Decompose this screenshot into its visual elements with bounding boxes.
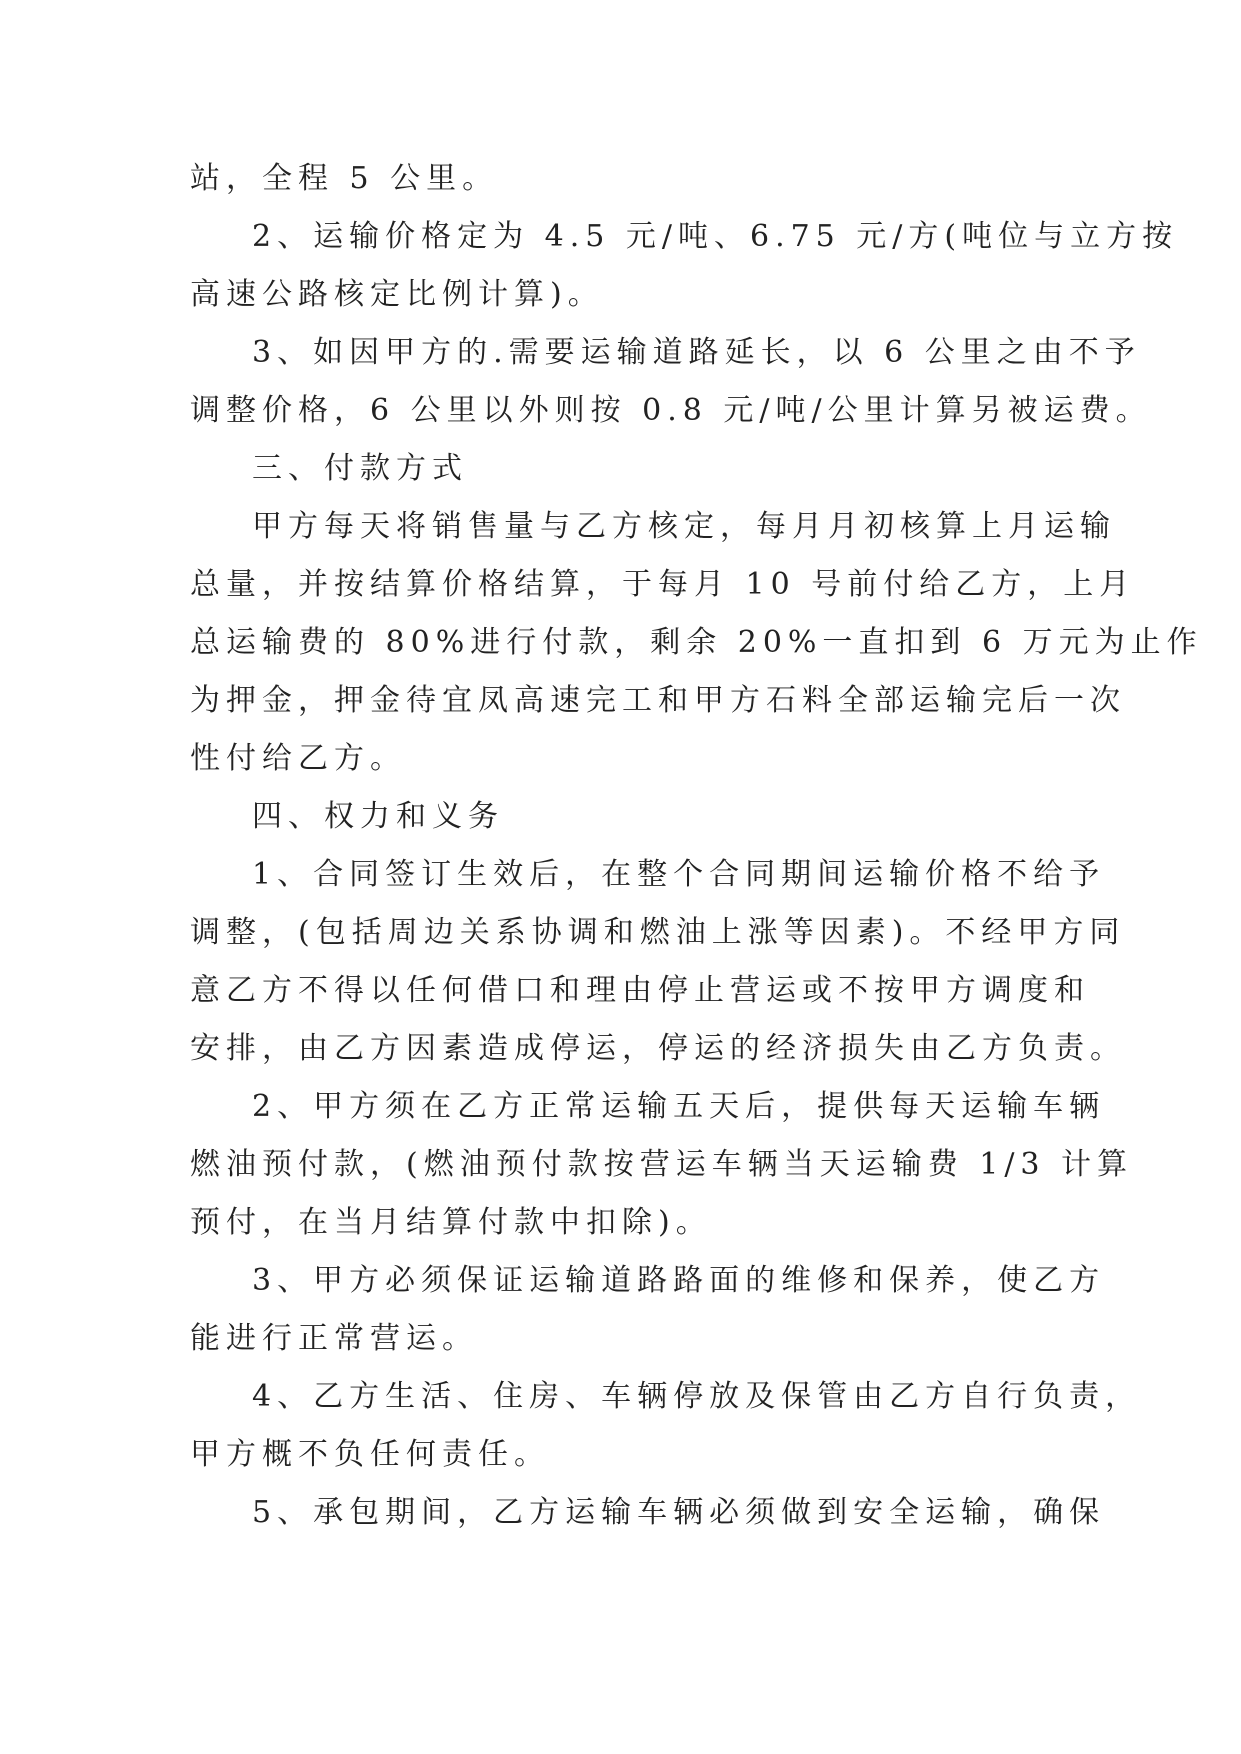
text-line: 5、承包期间，乙方运输车辆必须做到安全运输，确保	[252, 1495, 1106, 1530]
text-line: 2、运输价格定为 4.5 元/吨、6.75 元/方(吨位与立方按	[252, 219, 1179, 254]
text-line: 高速公路核定比例计算)。	[190, 277, 604, 312]
section-heading: 四、权力和义务	[252, 799, 504, 834]
text-line: 总运输费的 80%进行付款，剩余 20%一直扣到 6 万元为止作	[190, 625, 1203, 660]
text-line: 燃油预付款，(燃油预付款按营运车辆当天运输费 1/3 计算	[190, 1147, 1134, 1182]
text-line: 意乙方不得以任何借口和理由停止营运或不按甲方调度和	[190, 973, 1090, 1008]
text-line: 4、乙方生活、住房、车辆停放及保管由乙方自行负责，	[252, 1379, 1142, 1414]
text-line: 甲方每天将销售量与乙方核定，每月月初核算上月运输	[252, 509, 1116, 544]
contract-text	[190, 150, 1203, 1542]
text-line: 性付给乙方。	[190, 741, 406, 776]
text-line: 预付，在当月结算付款中扣除)。	[190, 1205, 712, 1240]
text-line: 3、甲方必须保证运输道路路面的维修和保养，使乙方	[252, 1263, 1106, 1298]
text-line: 1、合同签订生效后，在整个合同期间运输价格不给予	[252, 857, 1106, 892]
text-line: 甲方概不负任何责任。	[190, 1437, 550, 1472]
text-line: 3、如因甲方的.需要运输道路延长，以 6 公里之由不予	[252, 335, 1141, 370]
text-line: 站，全程 5 公里。	[190, 161, 499, 196]
text-line: 2、甲方须在乙方正常运输五天后，提供每天运输车辆	[252, 1089, 1106, 1124]
text-line: 总量，并按结算价格结算，于每月 10 号前付给乙方，上月	[190, 567, 1136, 602]
text-line: 调整，(包括周边关系协调和燃油上涨等因素)。不经甲方同	[190, 915, 1126, 950]
text-line: 为押金，押金待宜凤高速完工和甲方石料全部运输完后一次	[190, 683, 1126, 718]
text-line: 安排，由乙方因素造成停运，停运的经济损失由乙方负责。	[190, 1031, 1126, 1066]
text-line: 调整价格，6 公里以外则按 0.8 元/吨/公里计算另被运费。	[190, 393, 1152, 428]
text-line: 能进行正常营运。	[190, 1321, 478, 1356]
section-heading: 三、付款方式	[252, 451, 468, 486]
